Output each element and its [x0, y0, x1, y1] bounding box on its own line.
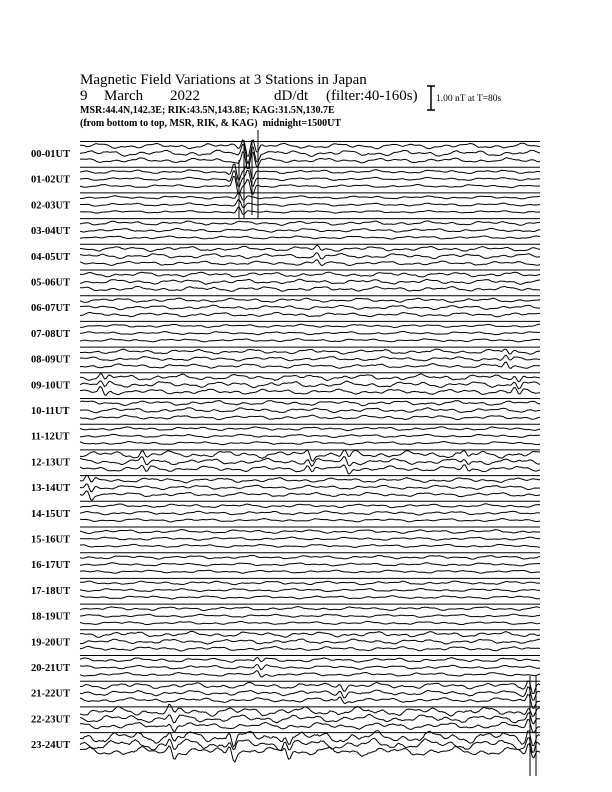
trace-MSR — [80, 570, 540, 573]
trace-KAG — [80, 245, 540, 251]
trace-RIK — [80, 253, 540, 259]
row-label: 03-04UT — [31, 226, 71, 238]
row-07-08UT — [31, 321, 540, 342]
row-label: 04-05UT — [31, 251, 71, 263]
row-label: 07-08UT — [31, 328, 71, 340]
trace-KAG — [80, 163, 540, 180]
trace-MSR — [80, 465, 540, 474]
trace-KAG — [80, 704, 540, 716]
trace-RIK — [80, 305, 540, 310]
row-18-19UT — [31, 604, 540, 624]
trace-RIK — [80, 484, 540, 492]
stations-info: MSR:44.4N,142.3E; RIK:43.5N,143.8E; KAG:31.5N,130.7E — [80, 105, 335, 116]
row-04-05UT — [31, 244, 540, 265]
chart-title: Magnetic Field Variations at 3 Stations in Japan — [80, 72, 367, 88]
trace-KAG — [80, 681, 540, 694]
trace-MSR — [80, 519, 540, 522]
trace-RIK — [80, 434, 540, 437]
row-12-13UT — [31, 450, 540, 474]
trace-MSR — [80, 596, 540, 599]
row-20-21UT — [31, 656, 540, 678]
trace-MSR — [80, 236, 540, 239]
trace-RIK — [80, 144, 540, 162]
scale-label: 1.00 nT at T=80s — [436, 94, 502, 104]
row-label: 02-03UT — [31, 200, 71, 212]
row-label: 23-24UT — [31, 740, 71, 752]
date-year: 2022 — [170, 88, 200, 104]
trace-RIK — [80, 331, 540, 334]
trace-MSR — [80, 646, 540, 651]
row-label: 16-17UT — [31, 560, 71, 572]
midnight-note: midnight=1500UT — [262, 118, 342, 129]
trace-MSR — [80, 544, 540, 547]
trace-RIK — [80, 511, 540, 515]
trace-RIK — [80, 537, 540, 540]
trace-KAG — [80, 581, 540, 585]
trace-RIK — [80, 200, 540, 208]
row-02-03UT — [31, 193, 540, 215]
trace-RIK — [80, 563, 540, 566]
trace-KAG — [80, 193, 540, 200]
row-label: 19-20UT — [31, 637, 71, 649]
trace-MSR — [80, 621, 540, 624]
trace-KAG — [80, 504, 540, 508]
row-label: 21-22UT — [31, 688, 71, 700]
trace-MSR — [80, 260, 540, 266]
row-09-10UT — [31, 373, 540, 396]
component-label: dD/dt — [274, 88, 309, 104]
trace-KAG — [80, 221, 540, 225]
row-11-12UT — [31, 424, 540, 445]
trace-KAG — [80, 401, 540, 406]
row-label: 00-01UT — [31, 149, 71, 160]
trace-MSR — [80, 415, 540, 420]
trace-RIK — [80, 738, 540, 753]
row-16-17UT — [31, 553, 540, 574]
date-month: March — [104, 88, 144, 104]
trace-RIK — [80, 713, 540, 724]
row-label: 05-06UT — [31, 277, 71, 289]
date-day: 9 — [80, 88, 88, 104]
row-23-24UT — [31, 731, 540, 762]
row-19-20UT — [31, 630, 540, 651]
trace-KAG — [80, 658, 540, 663]
filter-label: (filter:40-160s) — [326, 88, 418, 104]
row-label: 17-18UT — [31, 585, 71, 597]
row-10-11UT — [31, 399, 540, 420]
trace-KAG — [80, 374, 540, 382]
trace-KAG — [80, 324, 540, 327]
row-03-04UT — [31, 219, 540, 240]
trace-KAG — [80, 631, 540, 637]
row-label: 22-23UT — [31, 714, 71, 726]
row-label: 01-02UT — [31, 174, 71, 186]
trace-RIK — [80, 614, 540, 617]
row-00-01UT — [31, 140, 540, 169]
row-label: 10-11UT — [31, 406, 70, 417]
trace-MSR — [80, 720, 540, 733]
row-13-14UT — [31, 475, 540, 500]
scale-bar — [427, 86, 435, 110]
row-08-09UT — [31, 347, 540, 368]
row-21-22UT — [31, 681, 540, 708]
trace-KAG — [80, 272, 540, 277]
trace-KAG — [80, 607, 540, 611]
trace-KAG — [80, 298, 540, 302]
trace-KAG — [80, 450, 540, 462]
row-05-06UT — [31, 270, 540, 291]
trace-RIK — [80, 228, 540, 232]
row-06-07UT — [31, 296, 540, 317]
row-label: 06-07UT — [31, 303, 71, 315]
row-label: 20-21UT — [31, 663, 71, 674]
trace-MSR — [80, 442, 540, 445]
trace-MSR — [80, 339, 540, 342]
trace-KAG — [80, 427, 540, 431]
trace-KAG — [80, 731, 540, 747]
trace-RIK — [80, 279, 540, 284]
row-label: 08-09UT — [31, 354, 71, 366]
row-label: 09-10UT — [31, 380, 71, 392]
trace-RIK — [80, 665, 540, 670]
trace-MSR — [80, 207, 540, 214]
trace-KAG — [80, 555, 540, 559]
trace-RIK — [80, 355, 540, 361]
row-label: 14-15UT — [31, 508, 71, 520]
trace-KAG — [80, 530, 540, 534]
trace-order-note: (from bottom to top, MSR, RIK, & KAG) — [80, 118, 258, 129]
trace-RIK — [80, 457, 540, 467]
trace-MSR — [80, 491, 540, 500]
order-note — [80, 118, 341, 129]
trace-MSR — [80, 362, 540, 368]
row-15-16UT — [31, 527, 540, 547]
row-label: 15-16UT — [31, 534, 71, 546]
trace-MSR — [80, 312, 540, 317]
trace-MSR — [80, 286, 540, 291]
trace-KAG — [80, 475, 540, 483]
row-14-15UT — [31, 501, 540, 522]
trace-MSR — [80, 387, 540, 396]
row-17-18UT — [31, 578, 540, 599]
trace-KAG — [80, 349, 540, 354]
trace-RIK — [80, 639, 540, 644]
trace-RIK — [80, 408, 540, 413]
row-22-23UT — [31, 704, 540, 733]
trace-MSR — [80, 671, 540, 677]
row-label: 13-14UT — [31, 483, 71, 495]
row-label: 12-13UT — [31, 457, 71, 469]
trace-RIK — [80, 381, 540, 389]
row-01-02UT — [31, 163, 540, 195]
trace-MSR — [80, 695, 540, 709]
trace-RIK — [80, 170, 540, 186]
trace-RIK — [80, 589, 540, 592]
row-label: 11-12UT — [31, 431, 70, 443]
row-label: 18-19UT — [31, 611, 71, 623]
